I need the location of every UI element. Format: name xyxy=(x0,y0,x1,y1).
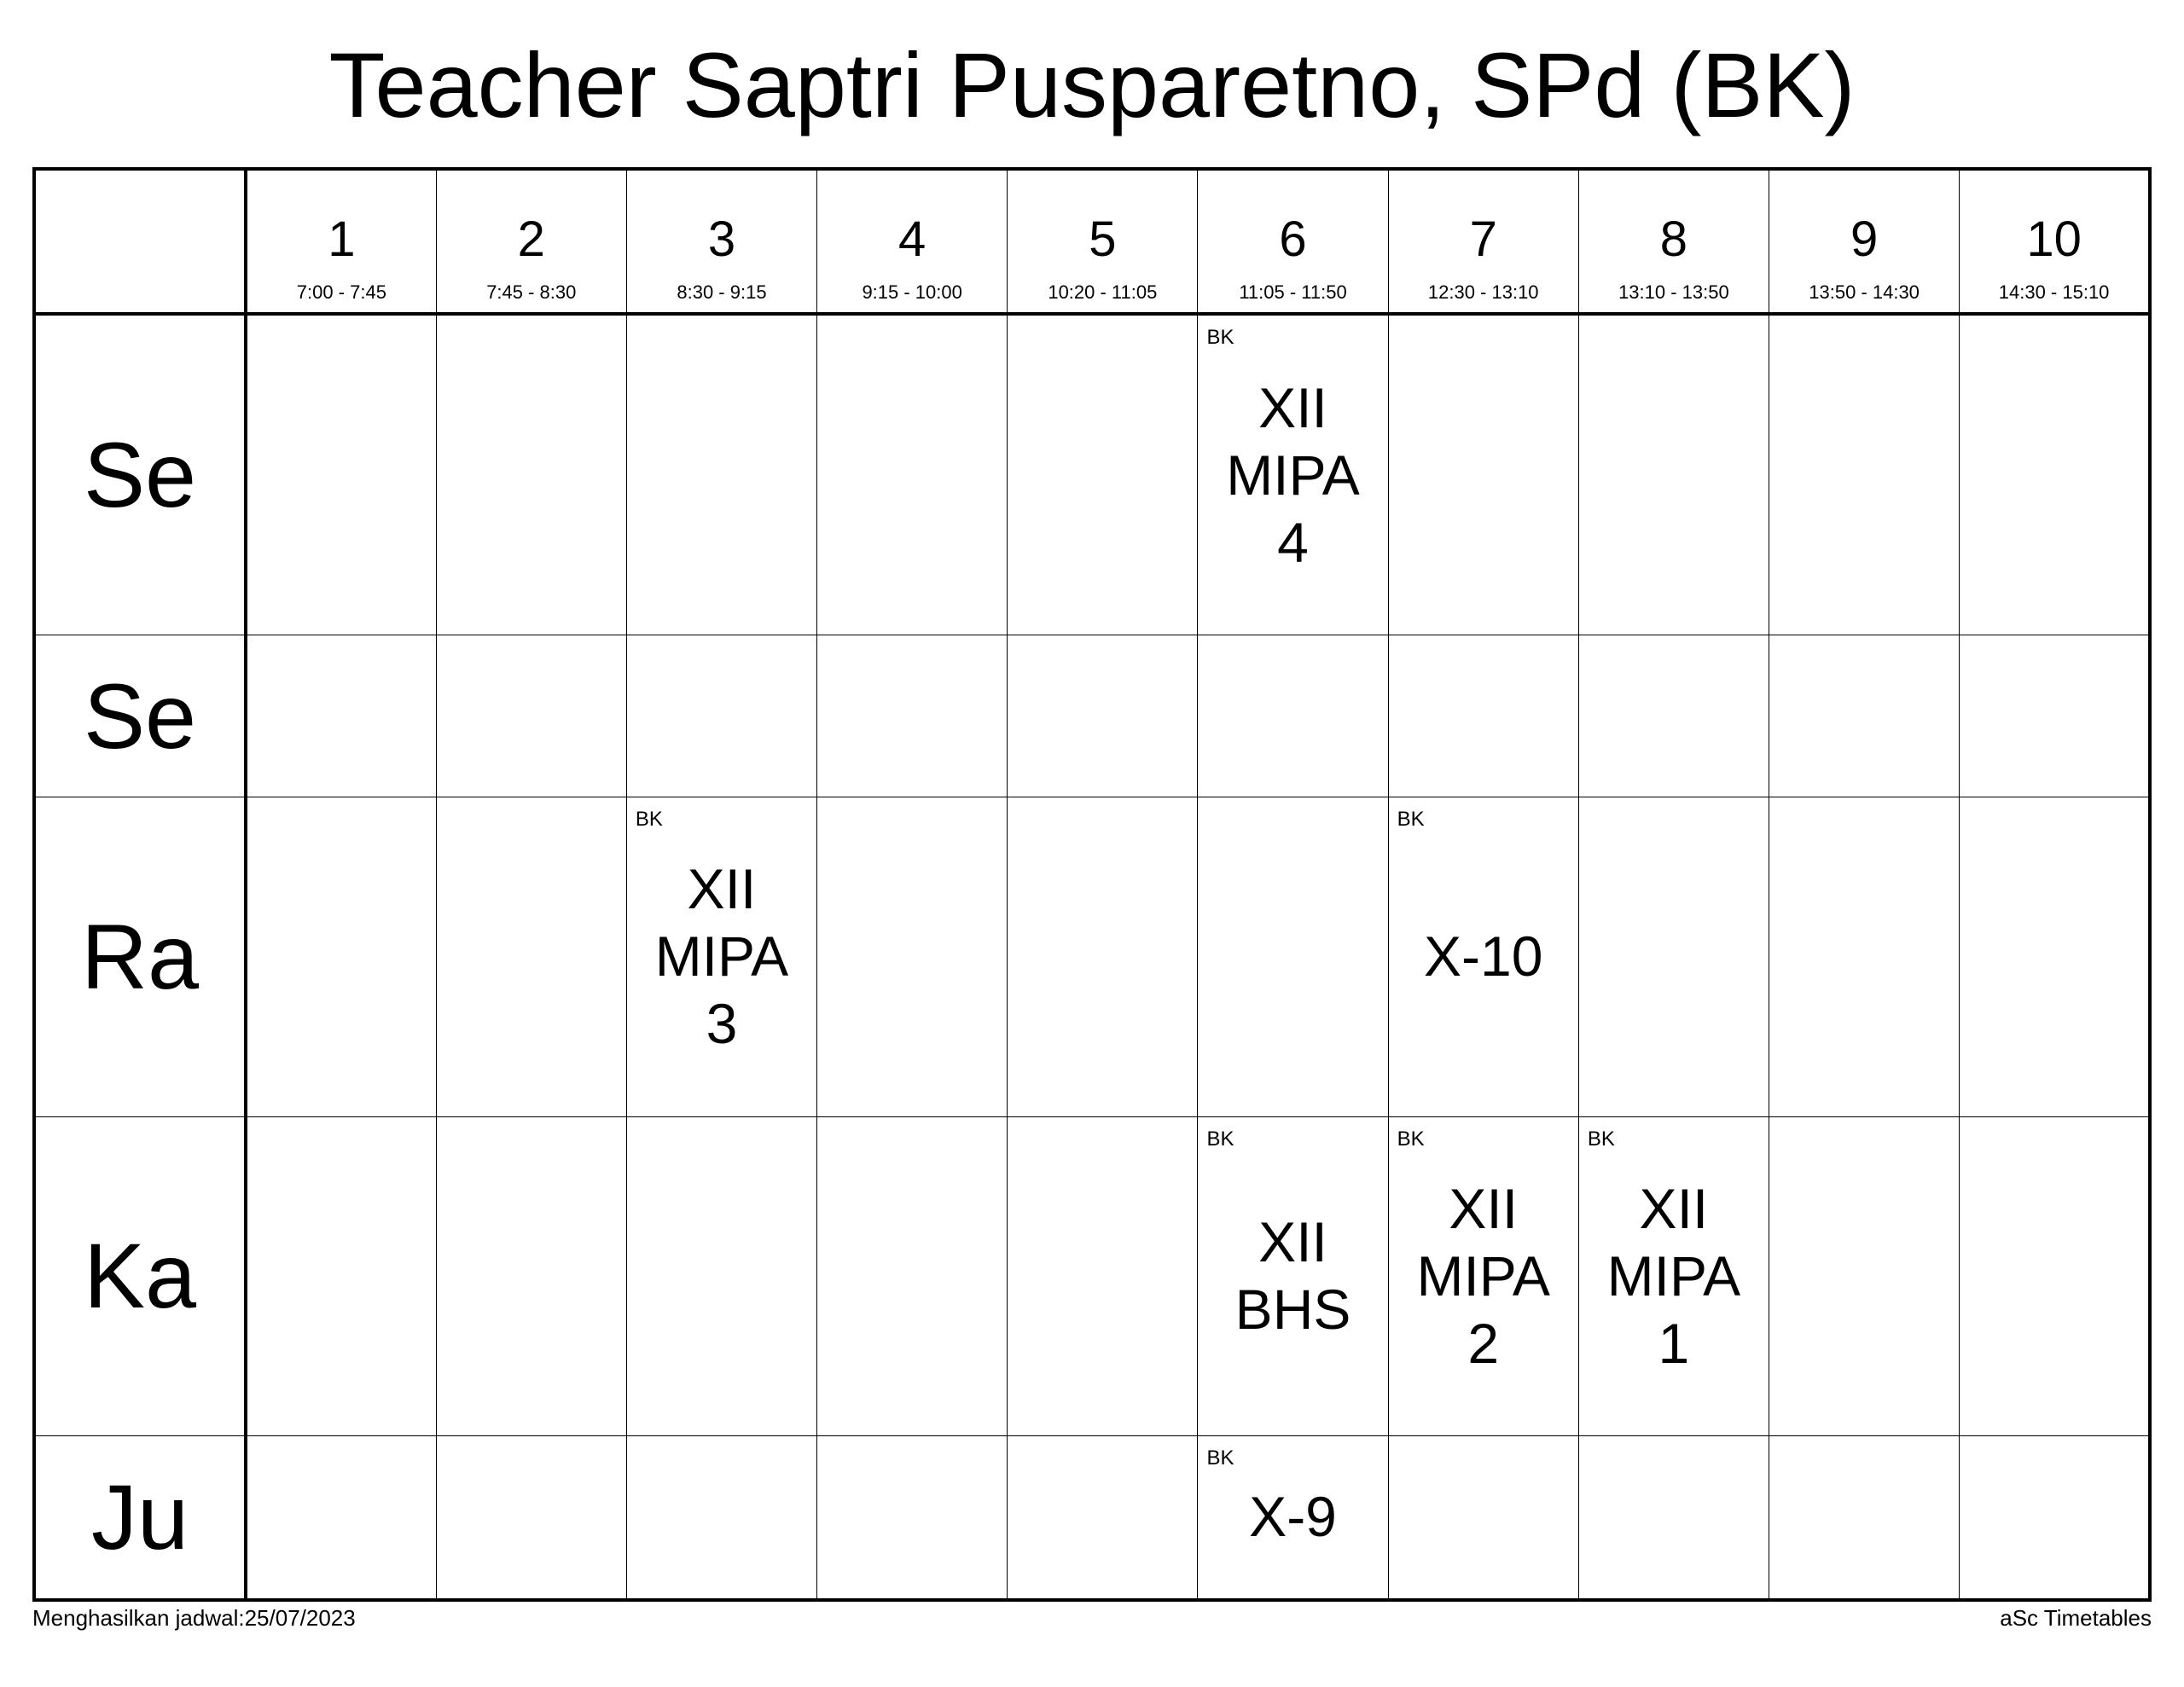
software-credit: aSc Timetables xyxy=(2000,1605,2152,1631)
timetable-grid xyxy=(32,167,2152,1602)
day-label-cell xyxy=(34,314,246,635)
empty-cell xyxy=(817,797,1008,1116)
corner-cell xyxy=(34,169,246,314)
period-number: 1 xyxy=(328,212,356,267)
day-name: Se xyxy=(83,664,197,768)
lesson-subject: BK xyxy=(1206,1127,1234,1151)
empty-cell xyxy=(246,1435,436,1600)
period-header xyxy=(1769,169,1960,314)
empty-cell xyxy=(817,635,1008,797)
period-time: 7:45 - 8:30 xyxy=(486,281,577,303)
day-name: Se xyxy=(83,423,197,527)
empty-cell xyxy=(246,314,436,635)
period-time: 7:00 - 7:45 xyxy=(296,281,386,303)
empty-cell xyxy=(1960,1116,2150,1435)
lesson-subject: BK xyxy=(1397,808,1425,832)
empty-cell xyxy=(1388,635,1578,797)
lesson-class: XII MIPA 2 xyxy=(1416,1176,1550,1375)
empty-cell xyxy=(1769,635,1960,797)
empty-cell xyxy=(1578,314,1769,635)
empty-cell xyxy=(1388,314,1578,635)
period-number: 3 xyxy=(707,212,736,267)
period-number: 7 xyxy=(1469,212,1497,267)
empty-cell xyxy=(246,797,436,1116)
period-number: 10 xyxy=(2026,212,2082,267)
empty-cell xyxy=(1769,1116,1960,1435)
empty-cell xyxy=(1008,635,1198,797)
period-time: 8:30 - 9:15 xyxy=(677,281,767,303)
day-label-cell xyxy=(34,1435,246,1600)
empty-cell xyxy=(626,1116,816,1435)
empty-cell xyxy=(1388,1435,1578,1600)
generated-date: Menghasilkan jadwal:25/07/2023 xyxy=(32,1605,356,1631)
period-time: 11:05 - 11:50 xyxy=(1239,281,1347,303)
empty-cell xyxy=(1198,797,1388,1116)
lesson-cell xyxy=(1388,797,1578,1116)
empty-cell xyxy=(1769,314,1960,635)
empty-cell xyxy=(1578,635,1769,797)
period-header xyxy=(626,169,816,314)
timetable-body xyxy=(34,314,2150,1600)
period-number: 2 xyxy=(517,212,545,267)
day-name: Ju xyxy=(90,1464,189,1568)
day-row xyxy=(34,797,2150,1116)
period-time: 13:50 - 14:30 xyxy=(1809,281,1920,303)
lesson-cell xyxy=(1388,1116,1578,1435)
day-name: Ka xyxy=(83,1224,197,1328)
lesson-class: XII MIPA 1 xyxy=(1606,1176,1741,1375)
lesson-subject: BK xyxy=(1206,1446,1234,1470)
empty-cell xyxy=(1008,1435,1198,1600)
empty-cell xyxy=(1960,314,2150,635)
day-row xyxy=(34,635,2150,797)
empty-cell xyxy=(1960,797,2150,1116)
period-header-row xyxy=(34,169,2150,314)
period-time: 10:20 - 11:05 xyxy=(1048,281,1158,303)
empty-cell xyxy=(436,314,626,635)
period-number: 4 xyxy=(898,212,926,267)
empty-cell xyxy=(436,1435,626,1600)
lesson-class: XII MIPA 3 xyxy=(654,857,789,1056)
empty-cell xyxy=(817,1435,1008,1600)
lesson-subject: BK xyxy=(1587,1127,1615,1151)
period-header xyxy=(817,169,1008,314)
empty-cell xyxy=(1578,797,1769,1116)
period-number: 8 xyxy=(1659,212,1688,267)
lesson-subject: BK xyxy=(1206,326,1234,349)
period-header xyxy=(1008,169,1198,314)
empty-cell xyxy=(1008,1116,1198,1435)
lesson-cell xyxy=(1198,1435,1388,1600)
lesson-subject: BK xyxy=(1397,1127,1425,1151)
day-label-cell xyxy=(34,1116,246,1435)
empty-cell xyxy=(626,1435,816,1600)
empty-cell xyxy=(1198,635,1388,797)
lesson-cell xyxy=(626,797,816,1116)
period-time: 12:30 - 13:10 xyxy=(1427,281,1539,303)
empty-cell xyxy=(246,1116,436,1435)
period-time: 13:10 - 13:50 xyxy=(1618,281,1729,303)
period-header xyxy=(1198,169,1388,314)
period-number: 9 xyxy=(1850,212,1879,267)
empty-cell xyxy=(817,314,1008,635)
empty-cell xyxy=(626,314,816,635)
empty-cell xyxy=(1769,797,1960,1116)
lesson-cell xyxy=(1198,1116,1388,1435)
empty-cell xyxy=(1960,1435,2150,1600)
empty-cell xyxy=(1960,635,2150,797)
empty-cell xyxy=(817,1116,1008,1435)
period-time: 14:30 - 15:10 xyxy=(1998,281,2110,303)
day-row xyxy=(34,1116,2150,1435)
empty-cell xyxy=(436,797,626,1116)
day-row xyxy=(34,314,2150,635)
day-label-cell xyxy=(34,797,246,1116)
day-row xyxy=(34,1435,2150,1600)
day-label-cell xyxy=(34,635,246,797)
period-number: 6 xyxy=(1279,212,1307,267)
period-time: 9:15 - 10:00 xyxy=(862,281,962,303)
lesson-cell xyxy=(1198,314,1388,635)
empty-cell xyxy=(246,635,436,797)
empty-cell xyxy=(1008,797,1198,1116)
lesson-class: X-10 xyxy=(1424,925,1543,988)
empty-cell xyxy=(436,1116,626,1435)
page-title: Teacher Saptri Pusparetno, SPd (BK) xyxy=(328,33,1856,136)
lesson-class: X-9 xyxy=(1249,1485,1337,1549)
period-header xyxy=(1388,169,1578,314)
empty-cell xyxy=(436,635,626,797)
lesson-subject: BK xyxy=(635,808,663,832)
period-header xyxy=(1960,169,2150,314)
empty-cell xyxy=(1008,314,1198,635)
day-name: Ra xyxy=(80,904,200,1008)
period-number: 5 xyxy=(1089,212,1117,267)
period-header xyxy=(1578,169,1769,314)
lesson-class: XII MIPA 4 xyxy=(1226,375,1360,574)
empty-cell xyxy=(1769,1435,1960,1600)
lesson-cell xyxy=(1578,1116,1769,1435)
period-header xyxy=(246,169,436,314)
empty-cell xyxy=(1578,1435,1769,1600)
empty-cell xyxy=(626,635,816,797)
lesson-class: XII BHS xyxy=(1234,1210,1351,1342)
period-header xyxy=(436,169,626,314)
